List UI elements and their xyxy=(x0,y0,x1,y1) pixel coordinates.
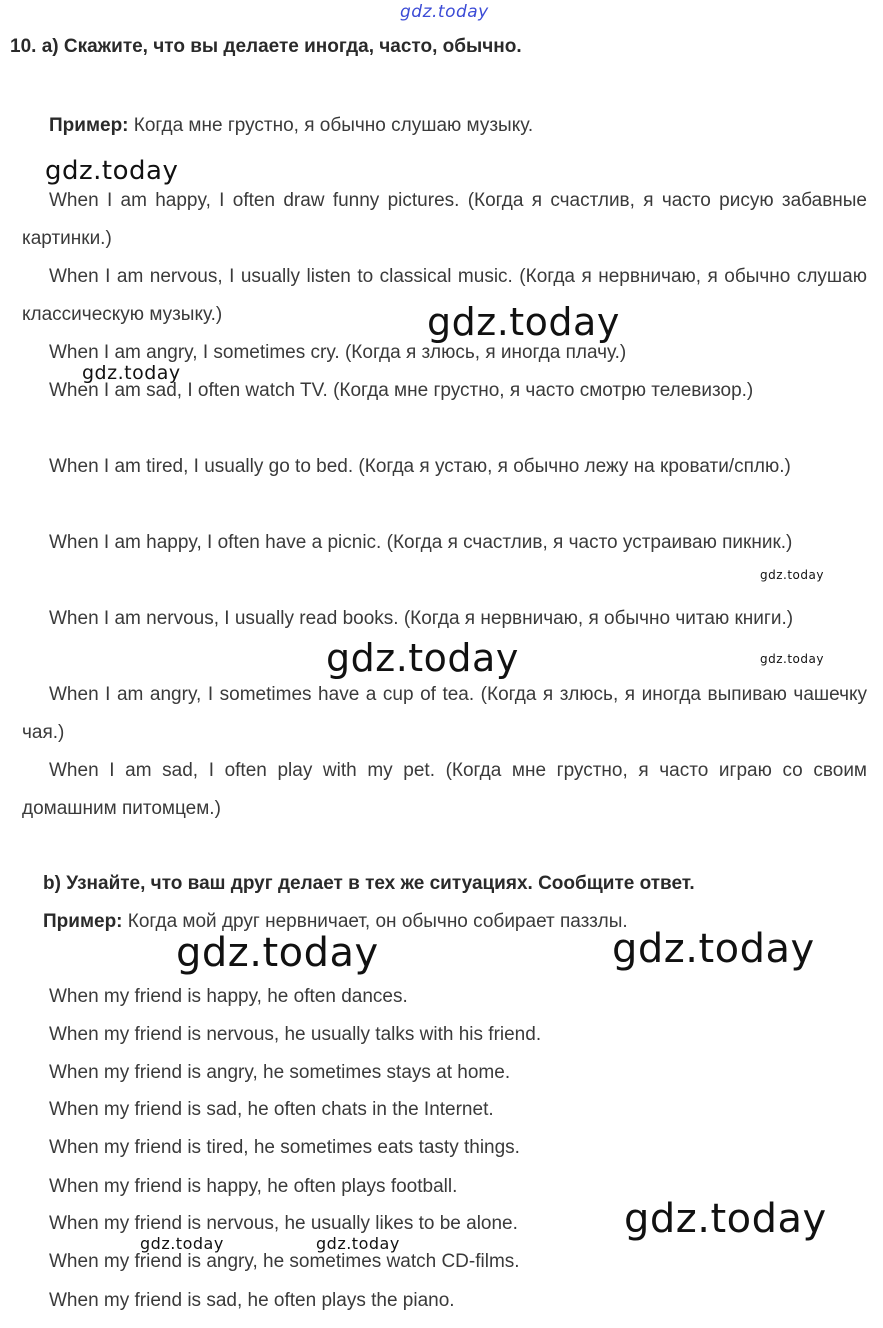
watermark: gdz.today xyxy=(760,652,824,666)
answer-b-9: When my friend is sad, he often plays the piano. xyxy=(49,1290,455,1311)
task-title: 10. a) Скажите, что вы делаете иногда, часто, обычно. xyxy=(10,36,522,57)
answer-a-9: When I am sad, I often play with my pet. (Когда мне грустно, я часто играю со своим домашним питомцем.) xyxy=(22,760,867,819)
example-a xyxy=(49,115,533,137)
watermark: gdz.today xyxy=(624,1196,827,1242)
task-b-title: b) Узнайте, что ваш друг делает в тех же ситуациях. Сообщите ответ. xyxy=(43,873,695,894)
watermark: gdz.today xyxy=(326,636,519,680)
answer-b-4: When my friend is sad, he often chats in the Internet. xyxy=(49,1099,494,1120)
watermark: gdz.today xyxy=(316,1234,400,1253)
answer-b-6: When my friend is happy, he often plays football. xyxy=(49,1176,458,1197)
example-a-label: Пример: xyxy=(49,115,129,136)
answer-a-7: When I am nervous, I usually read books. (Когда я нервничаю, я обычно читаю книги.) xyxy=(49,608,794,629)
example-b-label: Пример: xyxy=(43,911,123,932)
example-b-text: Когда мой друг нервничает, он обычно собирает паззлы. xyxy=(122,911,628,932)
watermark: gdz.today xyxy=(140,1234,224,1253)
watermark: gdz.today xyxy=(176,930,379,976)
answer-b-8: When my friend is angry, he sometimes watch CD-films. xyxy=(49,1251,520,1272)
answer-b-1: When my friend is happy, he often dances. xyxy=(49,986,408,1007)
watermark: gdz.today xyxy=(760,568,824,582)
answer-a-6: When I am happy, I often have a picnic. (Когда я счастлив, я часто устраиваю пикник.) xyxy=(49,532,793,553)
answer-a-5: When I am tired, I usually go to bed. (Когда я устаю, я обычно лежу на кровати/сплю.) xyxy=(49,456,791,477)
watermark: gdz.today xyxy=(612,926,815,972)
watermark: gdz.today xyxy=(82,362,181,384)
answer-a-1: When I am happy, I often draw funny pictures. (Когда я счастлив, я часто рисую забавные картинки.) xyxy=(22,190,867,249)
answer-a-2: When I am nervous, I usually listen to classical music. (Когда я нервничаю, я обычно слушаю классическую музыку.) xyxy=(22,266,867,325)
answer-a-4: When I am sad, I often watch TV. (Когда мне грустно, я часто смотрю телевизор.) xyxy=(49,380,754,401)
answer-a-8: When I am angry, I sometimes have a cup of tea. (Когда я злюсь, я иногда выпиваю чашечку чая.) xyxy=(22,684,867,743)
answer-b-7: When my friend is nervous, he usually likes to be alone. xyxy=(49,1213,518,1234)
watermark: gdz.today xyxy=(45,156,179,186)
example-a-text: Когда мне грустно, я обычно слушаю музыку. xyxy=(128,115,534,136)
answer-a-3: When I am angry, I sometimes cry. (Когда я злюсь, я иногда плачу.) xyxy=(49,342,627,363)
answer-b-3: When my friend is angry, he sometimes stays at home. xyxy=(49,1062,511,1083)
header-watermark: gdz.today xyxy=(400,2,489,22)
watermark: gdz.today xyxy=(427,300,620,344)
answer-b-2: When my friend is nervous, he usually talks with his friend. xyxy=(49,1024,542,1045)
answer-b-5: When my friend is tired, he sometimes eats tasty things. xyxy=(49,1137,520,1158)
